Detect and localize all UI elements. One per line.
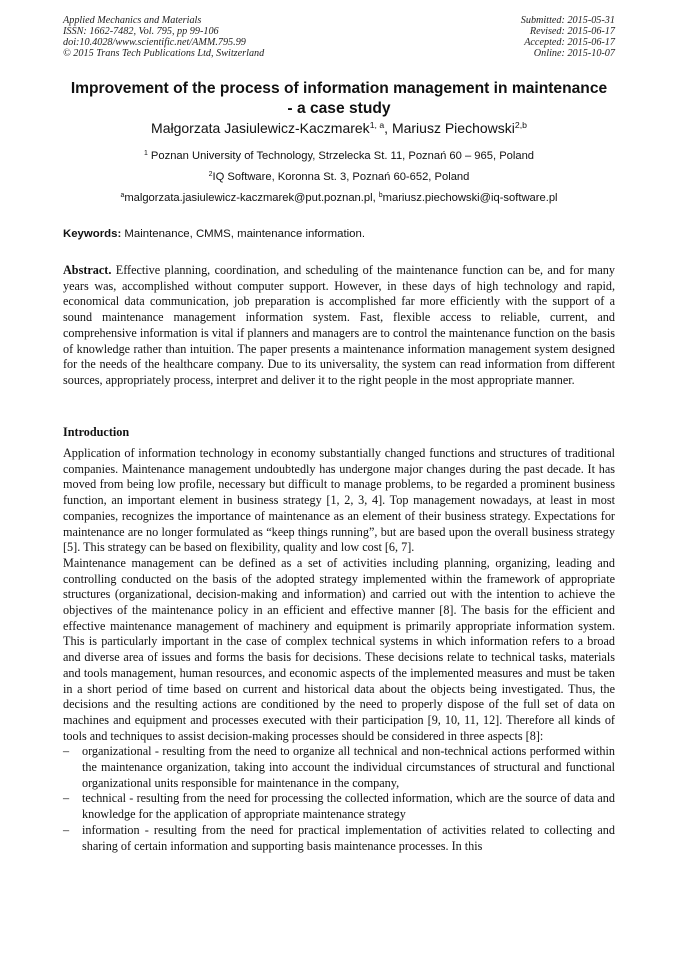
author-emails (63, 191, 615, 205)
email-2-sup: b (378, 192, 383, 200)
email-2[interactable]: mariusz.piechowski@iq-software.pl (382, 192, 558, 204)
author-2-sup: 2,b (514, 120, 527, 131)
doi: doi:10.4028/www.scientific.net/AMM.795.99 (63, 36, 246, 48)
affiliation-2-text: IQ Software, Koronna St. 3, Poznań 60-652, Poland (212, 171, 470, 183)
author-1-sup: 1, a (369, 120, 385, 131)
authors (63, 119, 615, 137)
affiliation-1-sup: 1 (143, 150, 148, 158)
section-heading-introduction: Introduction (63, 425, 130, 439)
abstract-label: Abstract. (63, 263, 112, 277)
abstract (63, 263, 615, 389)
intro-paragraph-2: Maintenance management can be defined as a set of activities including planning, organizing, leading and controlling conducted on the basis of the adopted strategy implemented within the framework of appropriate structures (organizational, decision-making and information) and carried out with the intention to achieve the objectives of the maintenance policy in an efficient and effective manner [8]. The basis for the efficient and effective maintenance management of machinery and equipment is primarily appropriate information system. This is particularly important in the case of complex technical systems in which information refers to a broad and diverse area of issues and forms the basis for decisions. These decisions relate to technical tasks, materials and tools management, human resources, and economic aspects of the implemented measures and must be taken in a short period of time based on current and historical data about the objects being investigated. Thus, the decisions and the resulting actions are conditioned by the need to properly dispose of the full set of data on machines and equipment and processes executed with their participation [9, 10, 11, 12]. Therefore all kinds of tools and techniques to assist decision-making processes should be considered in three aspects [8]: (63, 555, 615, 743)
journal-name: Applied Mechanics and Materials (63, 15, 202, 26)
affiliation-1 (63, 149, 615, 163)
bullet-dash: – (63, 822, 70, 837)
title-line-2: - a case study (287, 99, 391, 117)
accepted-date: Accepted: 2015-06-17 (524, 36, 615, 48)
intro-paragraph-1: Application of information technology in economy substantially changed functions and structures of traditional companies. Maintenance management undoubtedly has undergone major changes during the past decade. It has moved from being low profile, necessary but difficult to manage problems, to be regarded a prominent business function, an important element in business strategy [1, 2, 3, 4]. Top management nowadays, at least in most companies, recognizes the importance of maintenance as an element of their business strategy. Expectations for maintenance are no longer formulated as “keep things running”, but are based upon the overall business strategy [5]. This strategy can be based on flexibility, quality and low cost [6, 7]. (63, 446, 615, 555)
author-1: Małgorzata Jasiulewicz-Kaczmarek (151, 120, 370, 136)
abstract-paragraph (63, 263, 615, 389)
title-line-1: Improvement of the process of information management in maintenance (70, 80, 608, 97)
aspects-list (63, 744, 615, 854)
bullet-dash: – (63, 791, 70, 806)
author-2: Mariusz Piechowski (391, 120, 515, 136)
list-item (63, 791, 615, 822)
affiliation-1-text: Poznan University of Technology, Strzelecka St. 11, Poznań 60 – 965, Poland (147, 150, 535, 162)
issn: ISSN: 1662-7482, Vol. 795, pp 99-106 (63, 25, 219, 37)
dates-header (415, 16, 615, 60)
affiliation-2 (63, 170, 615, 184)
keywords (63, 227, 615, 241)
list-item-text: organizational - resulting from the need to organize all technical and non-technical actions performed within the maintenance organization, taking into account the individual circumstances of structural and functional organizational units responsible for maintenance in the company, (82, 744, 615, 790)
list-item-text: technical - resulting from the need for processing the collected information, which are the source of data and knowledge for the application of appropriate maintenance strategy (82, 791, 615, 822)
list-item (63, 823, 615, 854)
journal-header (63, 16, 363, 60)
revised-date: Revised: 2015-06-17 (529, 25, 615, 37)
list-item-text: information - resulting from the need for practical implementation of activities related to collecting and sharing of certain information and supporting basis maintenance processes. In this (82, 822, 615, 853)
keywords-label: Keywords: (63, 228, 122, 240)
list-item (63, 744, 615, 791)
abstract-text: Effective planning, coordination, and scheduling of the maintenance function can be, and for many years was, accomplished without computer support. However, in these days of high technology and rapid, economical data communication, job preparation is accomplished far more efficiently with the support of a sound maintenance management information system. Fast, flexible access to reliable, current, and comprehensive information is vital if planners and managers are to control the maintenance function on the basis of knowledge rather than intuition. The paper presents a maintenance information management system designed for the needs of the healthcare company. Due to its universality, the system can read information from different sources, appropriately process, interpret and deliver it to the right people in the most appropriate manner. (63, 263, 615, 387)
author-separator: , (384, 120, 392, 136)
bullet-dash: – (63, 744, 70, 759)
introduction-body (63, 446, 615, 854)
copyright: © 2015 Trans Tech Publications Ltd, Switzerland (63, 47, 265, 59)
submitted-date: Submitted: 2015-05-31 (520, 15, 615, 26)
email-1[interactable]: malgorzata.jasiulewicz-kaczmarek@put.poznan.pl, (124, 192, 379, 204)
online-date: Online: 2015-10-07 (533, 47, 615, 59)
paper-title (63, 79, 615, 118)
email-1-sup: a (120, 192, 125, 200)
affiliation-2-sup: 2 (208, 171, 213, 179)
keywords-text: Maintenance, CMMS, maintenance information. (121, 228, 365, 240)
